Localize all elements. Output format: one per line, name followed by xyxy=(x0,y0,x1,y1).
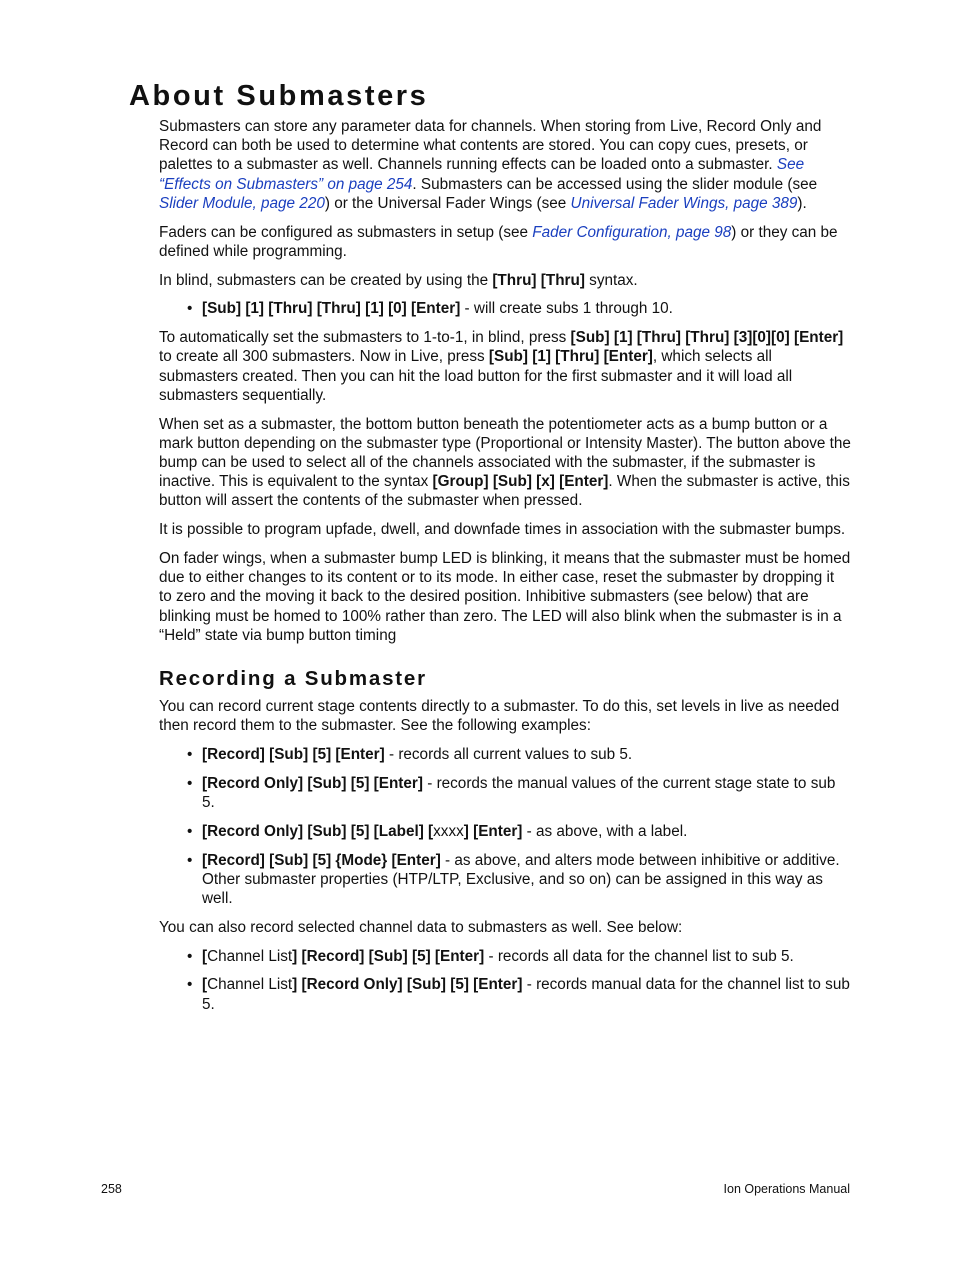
text: - records manual data for the channel list to sub 5. xyxy=(202,976,850,1013)
link-effects-on-submasters[interactable]: See “Effects on Submasters” on page 254 xyxy=(159,156,805,193)
text: Submasters can store any parameter data for channels. When storing from Live, Record Only and Record can both be used to determine what contents are stored. You can copy cues, presets, or palettes to a submaster as well. Channels running effects can be loaded onto a submaster. xyxy=(159,118,822,174)
syntax-text: [Record Only] [Sub] [5] [Enter] xyxy=(202,774,423,792)
text: When set as a submaster, the bottom button beneath the potentiometer acts as a bump button or a mark button depending on the submaster type (Proportional or Intensity Master). The button above the bump can be used to select all of the channels associated with the submaster, if the submaster is inactive. This is equivalent to the syntax xyxy=(159,415,851,491)
intro-paragraph-7: On fader wings, when a submaster bump LED is blinking, it means that the submaster must be homed due to either changes to its content or to its mode. In either case, reset the submaster by dropping it to zero and the moving it back to the desired position. Inhibitive submasters (see below) that are blinking must be homed to 100% rather than zero. The LED will also blink when the submaster is in a “Held” state via bump button timing xyxy=(159,550,851,644)
text: Channel List xyxy=(207,947,293,965)
text: To automatically set the submasters to 1-to-1, in blind, press xyxy=(159,329,571,347)
text: In blind, submasters can be created by using the xyxy=(159,271,493,289)
syntax-text: [Sub] [1] [Thru] [Thru] [3][0][0] [Enter] xyxy=(570,329,844,347)
bullet-icon: • xyxy=(187,822,193,840)
text: xxxx xyxy=(433,822,464,840)
manual-title: Ion Operations Manual xyxy=(723,1182,850,1196)
text: ). xyxy=(797,194,807,212)
syntax-text: ] [Record] [Sub] [5] [Enter] xyxy=(292,947,485,965)
text: - will create subs 1 through 10. xyxy=(460,300,673,318)
syntax-text: [Sub] [1] [Thru] [Thru] [1] [0] [Enter] xyxy=(202,300,461,318)
text: - as above, with a label. xyxy=(522,822,688,840)
list-item xyxy=(159,745,851,764)
text: . When the submaster is active, this button will assert the contents of the submaster when pressed. xyxy=(159,473,850,510)
text: ) or they can be defined while programming. xyxy=(159,223,838,260)
text: - records the manual values of the current stage state to sub 5. xyxy=(202,774,836,812)
text: - records all current values to sub 5. xyxy=(384,746,633,764)
bullet-list-1 xyxy=(159,299,851,318)
syntax-text: [ xyxy=(202,947,208,965)
list-item xyxy=(159,975,851,1013)
bullet-icon: • xyxy=(187,976,193,994)
syntax-text: [Group] [Sub] [x] [Enter] xyxy=(432,473,609,491)
list-item xyxy=(159,851,851,909)
syntax-text: ] [Record Only] [Sub] [5] [Enter] xyxy=(292,976,523,994)
syntax-text: [Sub] [1] [Thru] [Enter] xyxy=(488,348,653,366)
intro-paragraph-6: It is possible to program upfade, dwell, and downfade times in association with the submaster bumps. xyxy=(159,521,846,539)
syntax-text: [Record] [Sub] [5] [Enter] xyxy=(202,746,385,764)
main-content xyxy=(159,117,851,1023)
section-paragraph-2: You can also record selected channel data to submasters as well. See below: xyxy=(159,918,683,936)
page-title: About Submasters xyxy=(129,80,429,112)
list-item xyxy=(159,947,851,966)
intro-paragraph-4 xyxy=(159,328,851,405)
intro-paragraph-1 xyxy=(159,117,851,213)
link-universal-fader-wings[interactable]: Universal Fader Wings, page 389 xyxy=(570,194,798,212)
bullet-icon: • xyxy=(187,300,193,318)
text: Faders can be configured as submasters in setup (see xyxy=(159,223,533,241)
bullet-icon: • xyxy=(187,746,193,764)
page-number: 258 xyxy=(101,1182,122,1196)
bullet-icon: • xyxy=(187,947,193,965)
syntax-text: [Record Only] [Sub] [5] [Label] [ xyxy=(202,822,434,840)
text: , which selects all submasters created. Then you can hit the load button for the first submaster and it will load all submasters sequentially. xyxy=(159,348,793,404)
text: - as above, and alters mode between inhibitive or additive. Other submaster properties (HTP/LTP, Exclusive, and so on) can be assigned in this way as well. xyxy=(202,851,840,908)
text: ) or the Universal Fader Wings (see xyxy=(324,194,571,212)
text: - records all data for the channel list to sub 5. xyxy=(484,947,794,965)
section-paragraph-1: You can record current stage contents directly to a submaster. To do this, set levels in live as needed then record them to the submaster. See the following examples: xyxy=(159,698,840,735)
text: . Submasters can be accessed using the slider module (see xyxy=(412,175,818,193)
intro-paragraph-3 xyxy=(159,271,851,290)
text: syntax. xyxy=(584,271,638,289)
link-slider-module[interactable]: Slider Module, page 220 xyxy=(159,194,325,212)
syntax-text: ] [Enter] xyxy=(463,822,523,840)
bullet-icon: • xyxy=(187,851,193,869)
syntax-text: [ xyxy=(202,976,208,994)
list-item xyxy=(159,822,851,841)
list-item xyxy=(159,774,851,812)
intro-paragraph-5 xyxy=(159,415,851,511)
link-fader-configuration[interactable]: Fader Configuration, page 98 xyxy=(532,223,732,241)
text: to create all 300 submasters. Now in Live, press xyxy=(159,348,489,366)
bullet-list-3 xyxy=(159,947,851,1014)
syntax-text: [Thru] [Thru] xyxy=(492,271,585,289)
list-item xyxy=(159,299,851,318)
bullet-list-2 xyxy=(159,745,851,908)
syntax-text: [Record] [Sub] [5] {Mode} [Enter] xyxy=(202,851,441,869)
intro-paragraph-2 xyxy=(159,223,851,261)
bullet-icon: • xyxy=(187,774,193,792)
section-heading: Recording a Submaster xyxy=(159,667,427,691)
text: Channel List xyxy=(207,976,293,994)
